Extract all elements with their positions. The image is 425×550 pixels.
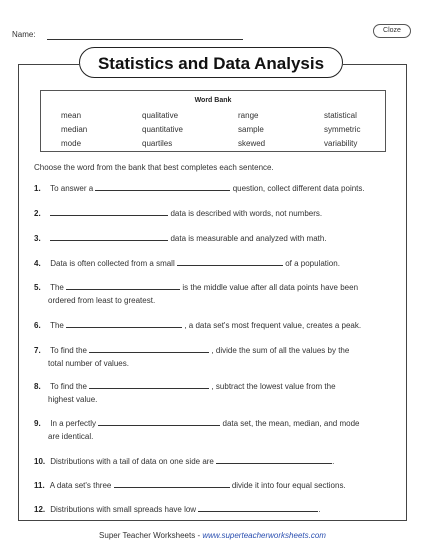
question-text-before: To answer a — [50, 184, 94, 193]
word-bank-word: mode — [61, 139, 82, 148]
answer-blank[interactable] — [198, 502, 321, 514]
answer-blank[interactable] — [177, 256, 283, 266]
question-number: 2. — [34, 209, 41, 218]
cloze-badge: Cloze — [373, 24, 411, 38]
word-bank-word: quantitative — [142, 125, 183, 134]
word-bank-word: quartiles — [142, 139, 173, 148]
question-number: 5. — [34, 283, 41, 292]
question-text-after: is the middle value after all data points have been — [182, 283, 359, 292]
answer-blank[interactable] — [89, 379, 209, 389]
question-1 — [34, 181, 396, 195]
question-text-after: , divide the sum of all the values by the — [211, 346, 350, 355]
question-text-after: , subtract the lowest value from the — [211, 382, 336, 391]
word-bank-word: qualitative — [142, 111, 179, 120]
name-field[interactable] — [47, 39, 243, 40]
footer-link[interactable]: www.superteacherworksheets.com — [202, 531, 326, 540]
word-bank-title: Word Bank — [194, 97, 232, 104]
question-4 — [34, 256, 396, 270]
question-number: 7. — [34, 346, 41, 355]
name-label: Name: — [12, 30, 36, 39]
word-bank-word: median — [61, 125, 88, 134]
question-text-after: data is measurable and analyzed with math. — [170, 234, 327, 243]
question-8 — [34, 379, 396, 406]
question-number: 11. — [34, 481, 45, 490]
answer-blank[interactable] — [89, 343, 209, 353]
answer-blank[interactable] — [50, 231, 168, 241]
instructions: Choose the word from the bank that best completes each sentence. — [34, 163, 274, 172]
answer-blank[interactable] — [216, 454, 335, 466]
question-number: 6. — [34, 321, 41, 330]
answer-blank[interactable] — [98, 416, 220, 426]
page-title: Statistics and Data Analysis — [79, 47, 343, 78]
question-text-continued: ordered from least to greatest. — [48, 296, 156, 305]
question-text-before: Distributions with small spreads have low — [50, 505, 197, 514]
footer — [0, 531, 425, 540]
question-9 — [34, 416, 396, 443]
word-bank-word: symmetric — [324, 125, 361, 134]
question-number: 12. — [34, 505, 46, 514]
question-number: 8. — [34, 382, 41, 391]
answer-blank[interactable] — [66, 280, 180, 290]
question-text-after: , a data set's most frequent value, creates a peak. — [184, 321, 362, 330]
answer-blank[interactable] — [66, 318, 182, 328]
question-11 — [34, 478, 396, 492]
question-text-after: data set, the mean, median, and mode — [222, 419, 360, 428]
question-text-after: . — [318, 505, 321, 514]
question-number: 10. — [34, 457, 46, 466]
question-number: 3. — [34, 234, 41, 243]
question-7 — [34, 343, 396, 370]
question-number: 1. — [34, 184, 41, 193]
question-text-continued: are identical. — [48, 432, 94, 441]
question-text-after: . — [332, 457, 335, 466]
question-text-continued: highest value. — [48, 395, 98, 404]
word-bank-word: statistical — [324, 111, 357, 120]
word-bank-word: sample — [238, 125, 264, 134]
word-bank-word: mean — [61, 111, 82, 120]
footer-text: Super Teacher Worksheets - — [99, 531, 203, 540]
question-text-after: data is described with words, not numbers. — [170, 209, 323, 218]
question-text-continued: total number of values. — [48, 359, 129, 368]
question-5 — [34, 280, 396, 307]
answer-blank[interactable] — [114, 478, 230, 488]
question-3 — [34, 231, 396, 245]
question-text-before: The — [50, 283, 64, 292]
question-10 — [34, 454, 396, 468]
question-text-before: Data is often collected from a small — [50, 259, 175, 268]
question-2 — [34, 206, 396, 220]
question-12 — [34, 502, 396, 516]
question-text-before: In a perfectly — [50, 419, 97, 428]
question-text-after: question, collect different data points. — [232, 184, 365, 193]
question-text-before: To find the — [50, 346, 87, 355]
question-text-before: A data set's three — [49, 481, 112, 490]
answer-blank[interactable] — [50, 206, 168, 216]
word-bank-word: skewed — [238, 139, 266, 148]
question-text-after: of a population. — [285, 259, 340, 268]
question-text-after: divide it into four equal sections. — [231, 481, 346, 490]
word-bank-word: range — [238, 111, 259, 120]
question-number: 4. — [34, 259, 41, 268]
word-bank — [40, 90, 386, 152]
question-text-before: Distributions with a tail of data on one side are — [50, 457, 214, 466]
word-bank-word: variability — [324, 139, 358, 148]
question-text-before: To find the — [50, 382, 87, 391]
question-number: 9. — [34, 419, 41, 428]
answer-blank[interactable] — [95, 181, 230, 191]
question-6 — [34, 318, 396, 332]
question-text-before: The — [50, 321, 64, 330]
